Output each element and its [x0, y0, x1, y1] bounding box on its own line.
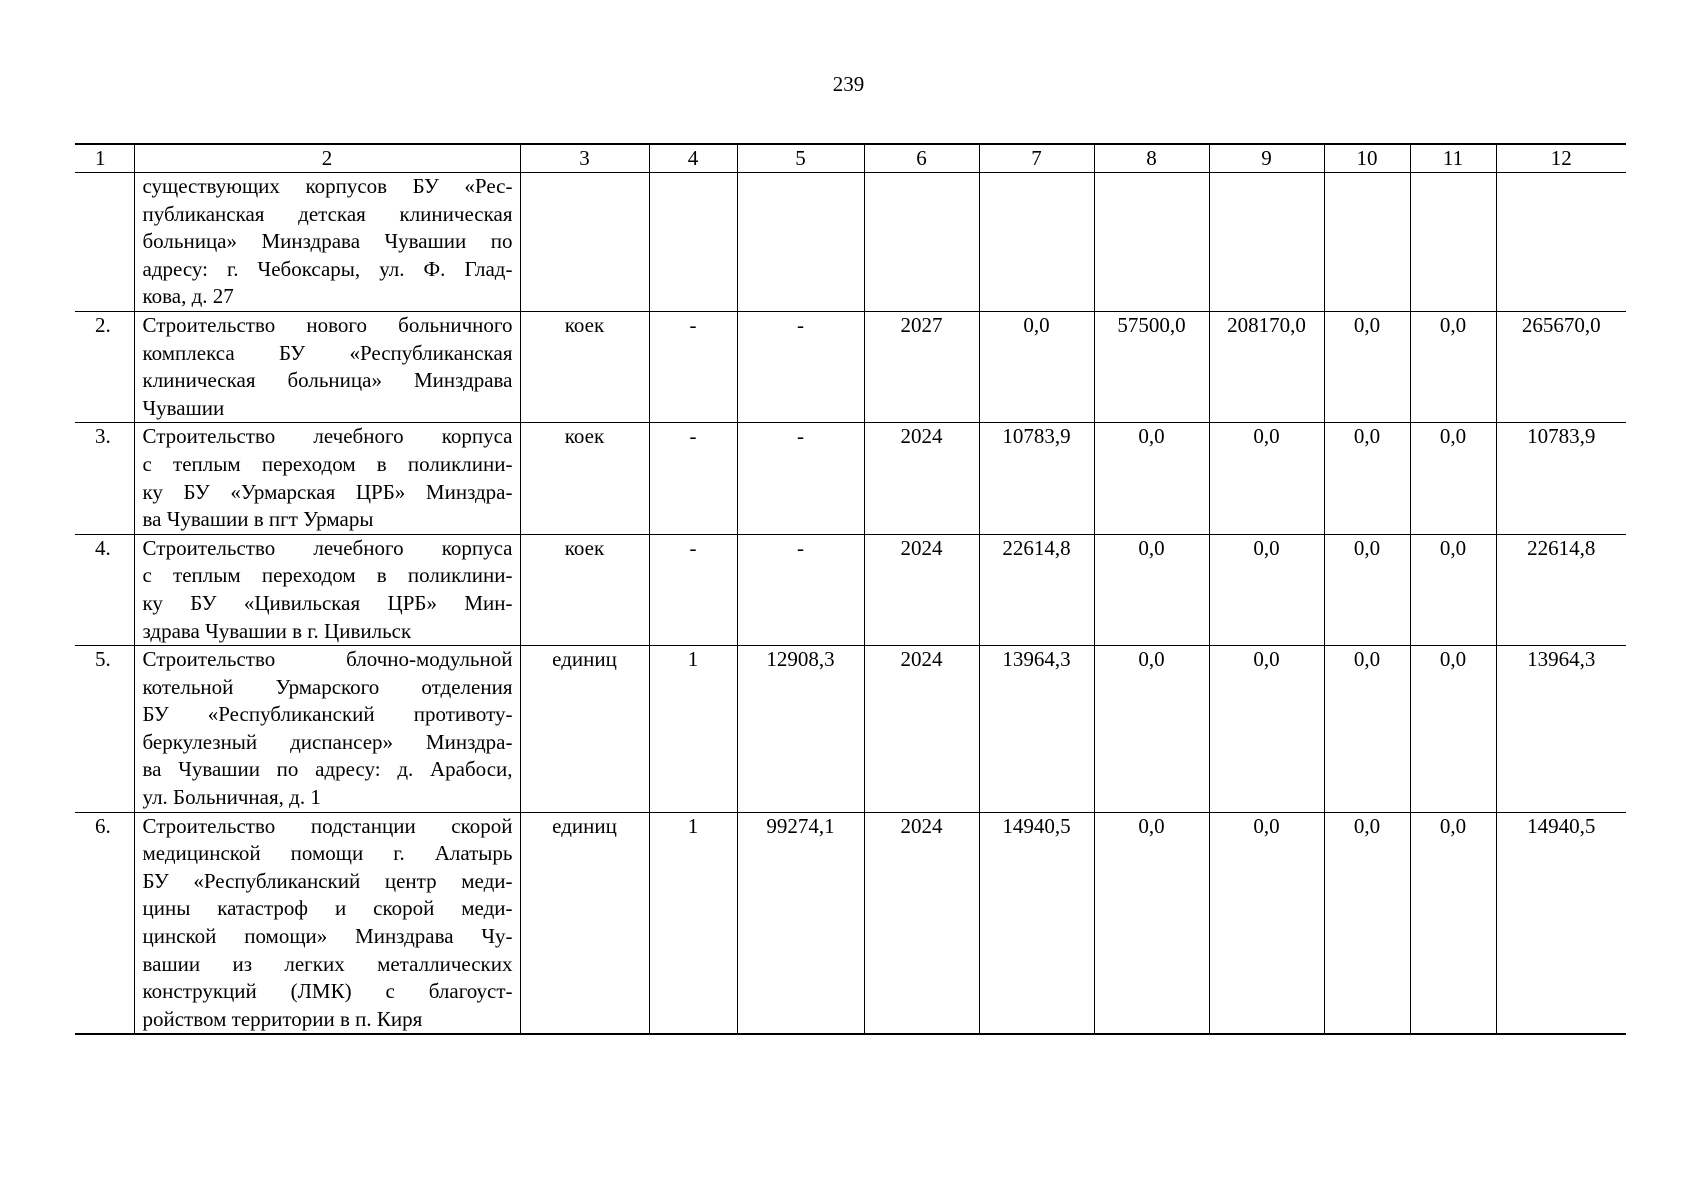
- description-line: конструкций (ЛМК) с благоуст-: [142, 979, 513, 1004]
- value-cell: 0,0: [1209, 534, 1324, 645]
- description-line: вашии из легких металлических: [142, 951, 513, 976]
- value-cell: [1496, 173, 1626, 312]
- unit-cell: коек: [520, 534, 649, 645]
- value-cell: 22614,8: [979, 534, 1094, 645]
- description-line: цинской помощи» Минздрава Чу-: [142, 924, 513, 949]
- description-line: с теплым переходом в поликлини-: [142, 451, 513, 476]
- value-cell: 0,0: [1410, 423, 1496, 534]
- value-cell: 265670,0: [1496, 311, 1626, 422]
- value-cell: -: [737, 423, 864, 534]
- column-header: 8: [1094, 144, 1209, 173]
- row-number: 4.: [75, 534, 134, 645]
- description-line: кова, д. 27: [142, 284, 234, 309]
- description-line: клиническая больница» Минздрава: [142, 368, 513, 393]
- description-line: Строительство лечебного корпуса: [142, 424, 513, 449]
- value-cell: 0,0: [1094, 646, 1209, 813]
- description-line: здрава Чувашии в г. Цивильск: [142, 618, 412, 643]
- table-row: [75, 423, 1626, 534]
- description-line: беркулезный диспансер» Минздра-: [142, 729, 513, 754]
- unit-cell: единиц: [520, 812, 649, 1034]
- description-line: с теплым переходом в поликлини-: [142, 563, 513, 588]
- value-cell: 0,0: [1410, 812, 1496, 1034]
- unit-cell: коек: [520, 423, 649, 534]
- value-cell: 0,0: [1324, 534, 1410, 645]
- value-cell: -: [649, 311, 737, 422]
- value-cell: 0,0: [1209, 646, 1324, 813]
- value-cell: -: [737, 311, 864, 422]
- description-line: ва Чувашии в пгт Урмары: [142, 507, 374, 532]
- value-cell: 0,0: [1324, 311, 1410, 422]
- value-cell: [1209, 173, 1324, 312]
- object-description: [134, 812, 520, 1034]
- description-line: Строительство блочно-модульной: [142, 647, 513, 672]
- value-cell: 0,0: [1410, 646, 1496, 813]
- value-cell: 0,0: [1410, 534, 1496, 645]
- table-row: [75, 646, 1626, 813]
- value-cell: -: [737, 534, 864, 645]
- description-line: ку БУ «Цивильская ЦРБ» Мин-: [142, 590, 513, 615]
- row-number: 5.: [75, 646, 134, 813]
- value-cell: -: [649, 534, 737, 645]
- object-description: [134, 311, 520, 422]
- object-description: [134, 646, 520, 813]
- table-row: [75, 311, 1626, 422]
- unit-cell: [520, 173, 649, 312]
- value-cell: [737, 173, 864, 312]
- column-header: 5: [737, 144, 864, 173]
- value-cell: -: [649, 423, 737, 534]
- object-description: [134, 423, 520, 534]
- column-header: 1: [75, 144, 134, 173]
- value-cell: 0,0: [1324, 812, 1410, 1034]
- value-cell: 1: [649, 812, 737, 1034]
- column-header: 10: [1324, 144, 1410, 173]
- description-line: БУ «Республиканский центр меди-: [142, 868, 513, 893]
- value-cell: [1410, 173, 1496, 312]
- value-cell: 0,0: [1324, 423, 1410, 534]
- column-header: 9: [1209, 144, 1324, 173]
- value-cell: 13964,3: [1496, 646, 1626, 813]
- value-cell: 14940,5: [1496, 812, 1626, 1034]
- value-cell: 0,0: [1094, 534, 1209, 645]
- column-header: 3: [520, 144, 649, 173]
- value-cell: [864, 173, 979, 312]
- value-cell: 0,0: [1094, 812, 1209, 1034]
- description-line: публиканская детская клиническая: [142, 201, 513, 226]
- description-line: ва Чувашии по адресу: д. Арабоси,: [142, 757, 513, 782]
- value-cell: 0,0: [1094, 423, 1209, 534]
- description-line: ку БУ «Урмарская ЦРБ» Минздра-: [142, 479, 513, 504]
- column-header: 6: [864, 144, 979, 173]
- column-header: 2: [134, 144, 520, 173]
- table-row: [75, 173, 1626, 312]
- column-header: 12: [1496, 144, 1626, 173]
- value-cell: 2024: [864, 534, 979, 645]
- column-header: 7: [979, 144, 1094, 173]
- value-cell: 12908,3: [737, 646, 864, 813]
- description-line: Строительство нового больничного: [142, 312, 513, 337]
- value-cell: 2024: [864, 812, 979, 1034]
- value-cell: [649, 173, 737, 312]
- value-cell: 14940,5: [979, 812, 1094, 1034]
- page-number: 239: [832, 72, 865, 96]
- description-line: Строительство лечебного корпуса: [142, 535, 513, 560]
- column-header: 4: [649, 144, 737, 173]
- data-table: [75, 143, 1626, 1035]
- value-cell: 57500,0: [1094, 311, 1209, 422]
- unit-cell: единиц: [520, 646, 649, 813]
- description-line: комплекса БУ «Республиканская: [142, 340, 513, 365]
- column-number-row: [75, 144, 1626, 173]
- value-cell: 22614,8: [1496, 534, 1626, 645]
- description-line: Строительство подстанции скорой: [142, 813, 513, 838]
- description-line: ул. Больничная, д. 1: [142, 785, 321, 810]
- description-line: существующих корпусов БУ «Рес-: [142, 174, 513, 198]
- row-number: 6.: [75, 812, 134, 1034]
- description-line: цины катастроф и скорой меди-: [142, 896, 513, 921]
- value-cell: 2027: [864, 311, 979, 422]
- description-line: БУ «Республиканский противоту-: [142, 702, 513, 727]
- value-cell: 0,0: [979, 311, 1094, 422]
- row-number: 2.: [75, 311, 134, 422]
- value-cell: 0,0: [1209, 812, 1324, 1034]
- value-cell: 2024: [864, 646, 979, 813]
- value-cell: 99274,1: [737, 812, 864, 1034]
- unit-cell: коек: [520, 311, 649, 422]
- value-cell: 0,0: [1324, 646, 1410, 813]
- value-cell: [1094, 173, 1209, 312]
- object-description: [134, 534, 520, 645]
- value-cell: 13964,3: [979, 646, 1094, 813]
- table-row: [75, 534, 1626, 645]
- value-cell: 0,0: [1410, 311, 1496, 422]
- value-cell: [979, 173, 1094, 312]
- value-cell: [1324, 173, 1410, 312]
- value-cell: 10783,9: [979, 423, 1094, 534]
- row-number: 3.: [75, 423, 134, 534]
- value-cell: 2024: [864, 423, 979, 534]
- description-line: ройством территории в п. Киря: [142, 1006, 423, 1031]
- object-description: [134, 173, 520, 312]
- value-cell: 1: [649, 646, 737, 813]
- description-line: больница» Минздрава Чувашии по: [142, 229, 513, 254]
- column-header: 11: [1410, 144, 1496, 173]
- value-cell: 0,0: [1209, 423, 1324, 534]
- value-cell: 208170,0: [1209, 311, 1324, 422]
- description-line: медицинской помощи г. Алатырь: [142, 841, 513, 866]
- row-number: [75, 173, 134, 312]
- description-line: котельной Урмарского отделения: [142, 674, 513, 699]
- description-line: адресу: г. Чебоксары, ул. Ф. Глад-: [142, 256, 513, 281]
- description-line: Чувашии: [142, 395, 225, 420]
- table-row: [75, 812, 1626, 1034]
- value-cell: 10783,9: [1496, 423, 1626, 534]
